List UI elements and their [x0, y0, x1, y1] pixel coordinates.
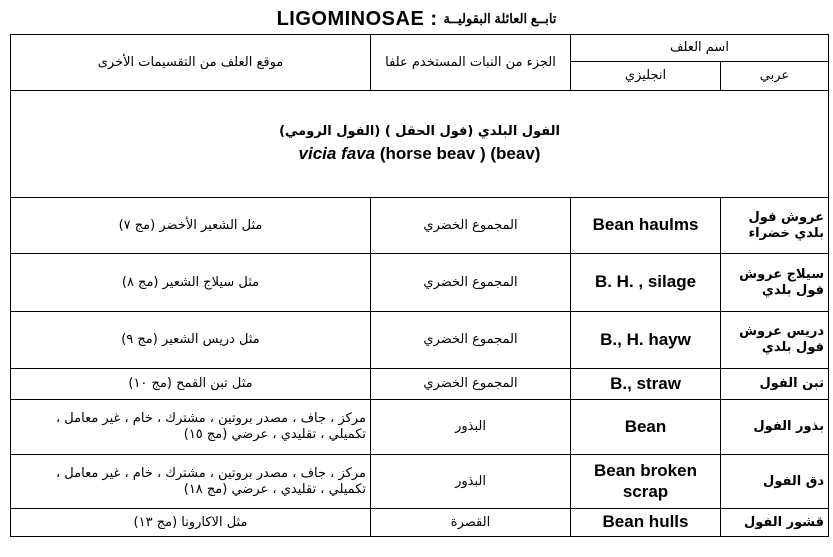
species-arabic-name: الفول البلدي (فول الحقل ) (الفول الرومي) [279, 124, 560, 139]
cell-position: مثل الشعير الأخضر (مج ٧) [11, 198, 371, 254]
cell-english-name: B., straw [571, 369, 721, 400]
species-latin-name [15, 144, 824, 164]
cell-position: مثل سيلاج الشعير (مج ٨) [11, 254, 371, 312]
cell-arabic-name: بذور الفول [721, 400, 829, 455]
title-arabic: تابــع العائلة البقوليــة [443, 11, 557, 26]
header-arabic: عربي [721, 62, 829, 91]
cell-arabic-name: عروش فول بلدي خضراء [721, 198, 829, 254]
header-position: موقع العلف من التقسيمات الأخرى [11, 35, 371, 91]
species-heading [11, 91, 829, 198]
feed-table [10, 34, 829, 537]
table-row [11, 455, 829, 509]
header-plant-part: الجزء من النبات المستخدم علفا [371, 35, 571, 91]
cell-position: مثل تبن القمح (مج ١٠) [11, 369, 371, 400]
species-latin-italic: vicia fava [298, 143, 376, 163]
cell-plant-part: المجموع الخضري [371, 254, 571, 312]
cell-position: مركز ، جاف ، مصدر بروتين ، مشترك ، خام ، غير معامل ، تكميلي ، تقليدي ، عرضي (مج ١٨) [11, 455, 371, 509]
table-row [11, 509, 829, 537]
cell-english-name: B. H. , silage [571, 254, 721, 312]
cell-position: مركز ، جاف ، مصدر بروتين ، مشترك ، خام ، غير معامل ، تكميلي ، تقليدي ، عرضي (مج ١٥) [11, 400, 371, 455]
cell-arabic-name: دق الفول [721, 455, 829, 509]
cell-arabic-name: تبن الفول [721, 369, 829, 400]
cell-english-name: B., H. hayw [571, 312, 721, 369]
table-row [11, 254, 829, 312]
cell-english-name: Bean hulls [571, 509, 721, 537]
cell-plant-part: المجموع الخضري [371, 369, 571, 400]
cell-english-name: Bean [571, 400, 721, 455]
cell-position: مثل دريس الشعير (مج ٩) [11, 312, 371, 369]
table-row [11, 400, 829, 455]
title-english: LIGOMINOSAE : [276, 7, 438, 30]
table-row [11, 312, 829, 369]
cell-position: مثل الاكارونا (مج ١٣) [11, 509, 371, 537]
cell-plant-part: البذور [371, 400, 571, 455]
header-name-group: اسم العلف [571, 35, 829, 62]
cell-arabic-name: قشور الفول [721, 509, 829, 537]
cell-english-name: Bean broken scrap [571, 455, 721, 509]
table-row [11, 369, 829, 400]
cell-plant-part: البذور [371, 455, 571, 509]
header-english: انجليزي [571, 62, 721, 91]
cell-plant-part: المجموع الخضري [371, 312, 571, 369]
cell-arabic-name: دريس عروش فول بلدي [721, 312, 829, 369]
cell-plant-part: القصرة [371, 509, 571, 537]
species-english-common: (horse beav ) (beav) [375, 143, 541, 163]
cell-english-name: Bean haulms [571, 198, 721, 254]
page-title [0, 0, 833, 38]
table-row [11, 198, 829, 254]
cell-arabic-name: سيلاج عروش فول بلدي [721, 254, 829, 312]
cell-plant-part: المجموع الخضري [371, 198, 571, 254]
